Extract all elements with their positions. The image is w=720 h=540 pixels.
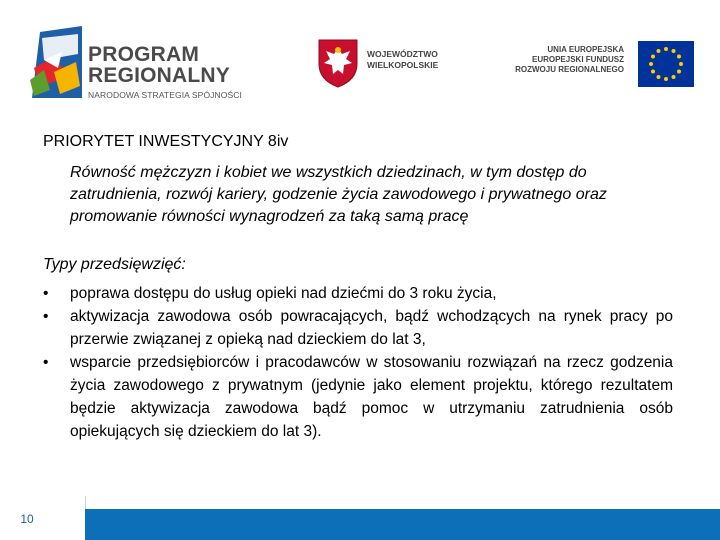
wielkopolska-logo-line2: WIELKOPOLSKIE bbox=[367, 60, 439, 70]
list-item-text: poprawa dostępu do usług opieki nad dziećmi do 3 roku życia, bbox=[70, 285, 497, 302]
bullet-icon: • bbox=[43, 285, 49, 302]
eu-logo-line2: EUROPEJSKI FUNDUSZ bbox=[531, 55, 624, 64]
eu-logo-line3: ROZWOJU REGIONALNEGO bbox=[515, 65, 624, 74]
priority-title: PRIORYTET INWESTYCYJNY 8iv bbox=[43, 133, 289, 150]
list-item bbox=[43, 282, 673, 305]
list-item bbox=[43, 305, 673, 351]
eu-fund-logo bbox=[495, 40, 695, 90]
program-logo-line2: REGIONALNY bbox=[88, 64, 231, 87]
bullet-icon: • bbox=[43, 354, 49, 371]
wielkopolska-logo-line1: WOJEWÓDZTWO bbox=[367, 49, 438, 59]
eu-logo-line1: UNIA EUROPEJSKA bbox=[547, 45, 624, 54]
types-heading: Typy przedsięwzięć: bbox=[43, 256, 186, 273]
nss-emblem-icon bbox=[28, 24, 88, 106]
types-list bbox=[43, 282, 673, 443]
program-regionalny-logo bbox=[28, 24, 253, 106]
page-number: 10 bbox=[20, 512, 34, 526]
list-item-text: aktywizacja zawodowa osób powracających, bądź wchodzących na rynek pracy po przerwie związanej z opieką nad dzieckiem do lat 3, bbox=[70, 308, 673, 348]
list-item-text: wsparcie przedsiębiorców i pracodawców w stosowaniu rozwiązań na rzecz godzenia życia zawodowego z prywatnym (jedynie jako element projektu, którego rezultatem będzie aktywizacja zawodowa bądź pomoc w utrzymaniu zatrudnienia osób opiekujących się dzieckiem do lat 3). bbox=[70, 354, 673, 440]
program-logo-line1: PROGRAM bbox=[88, 43, 200, 66]
program-logo-line3: NARODOWA STRATEGIA SPÓJNOŚCI bbox=[88, 90, 242, 100]
wielkopolska-logo bbox=[315, 38, 455, 88]
bullet-icon: • bbox=[43, 308, 49, 325]
list-item bbox=[43, 351, 673, 443]
footer-bar bbox=[85, 509, 720, 540]
eagle-shield-icon bbox=[315, 38, 361, 88]
eu-flag-icon bbox=[638, 41, 694, 87]
priority-description: Równość mężczyzn i kobiet we wszystkich dziedzinach, w tym dostęp do zatrudnienia, rozwój kariery, godzenie życia zawodowego i prywatnego oraz promowanie równości wynagrodzeń za taką samą pracę bbox=[70, 164, 607, 225]
